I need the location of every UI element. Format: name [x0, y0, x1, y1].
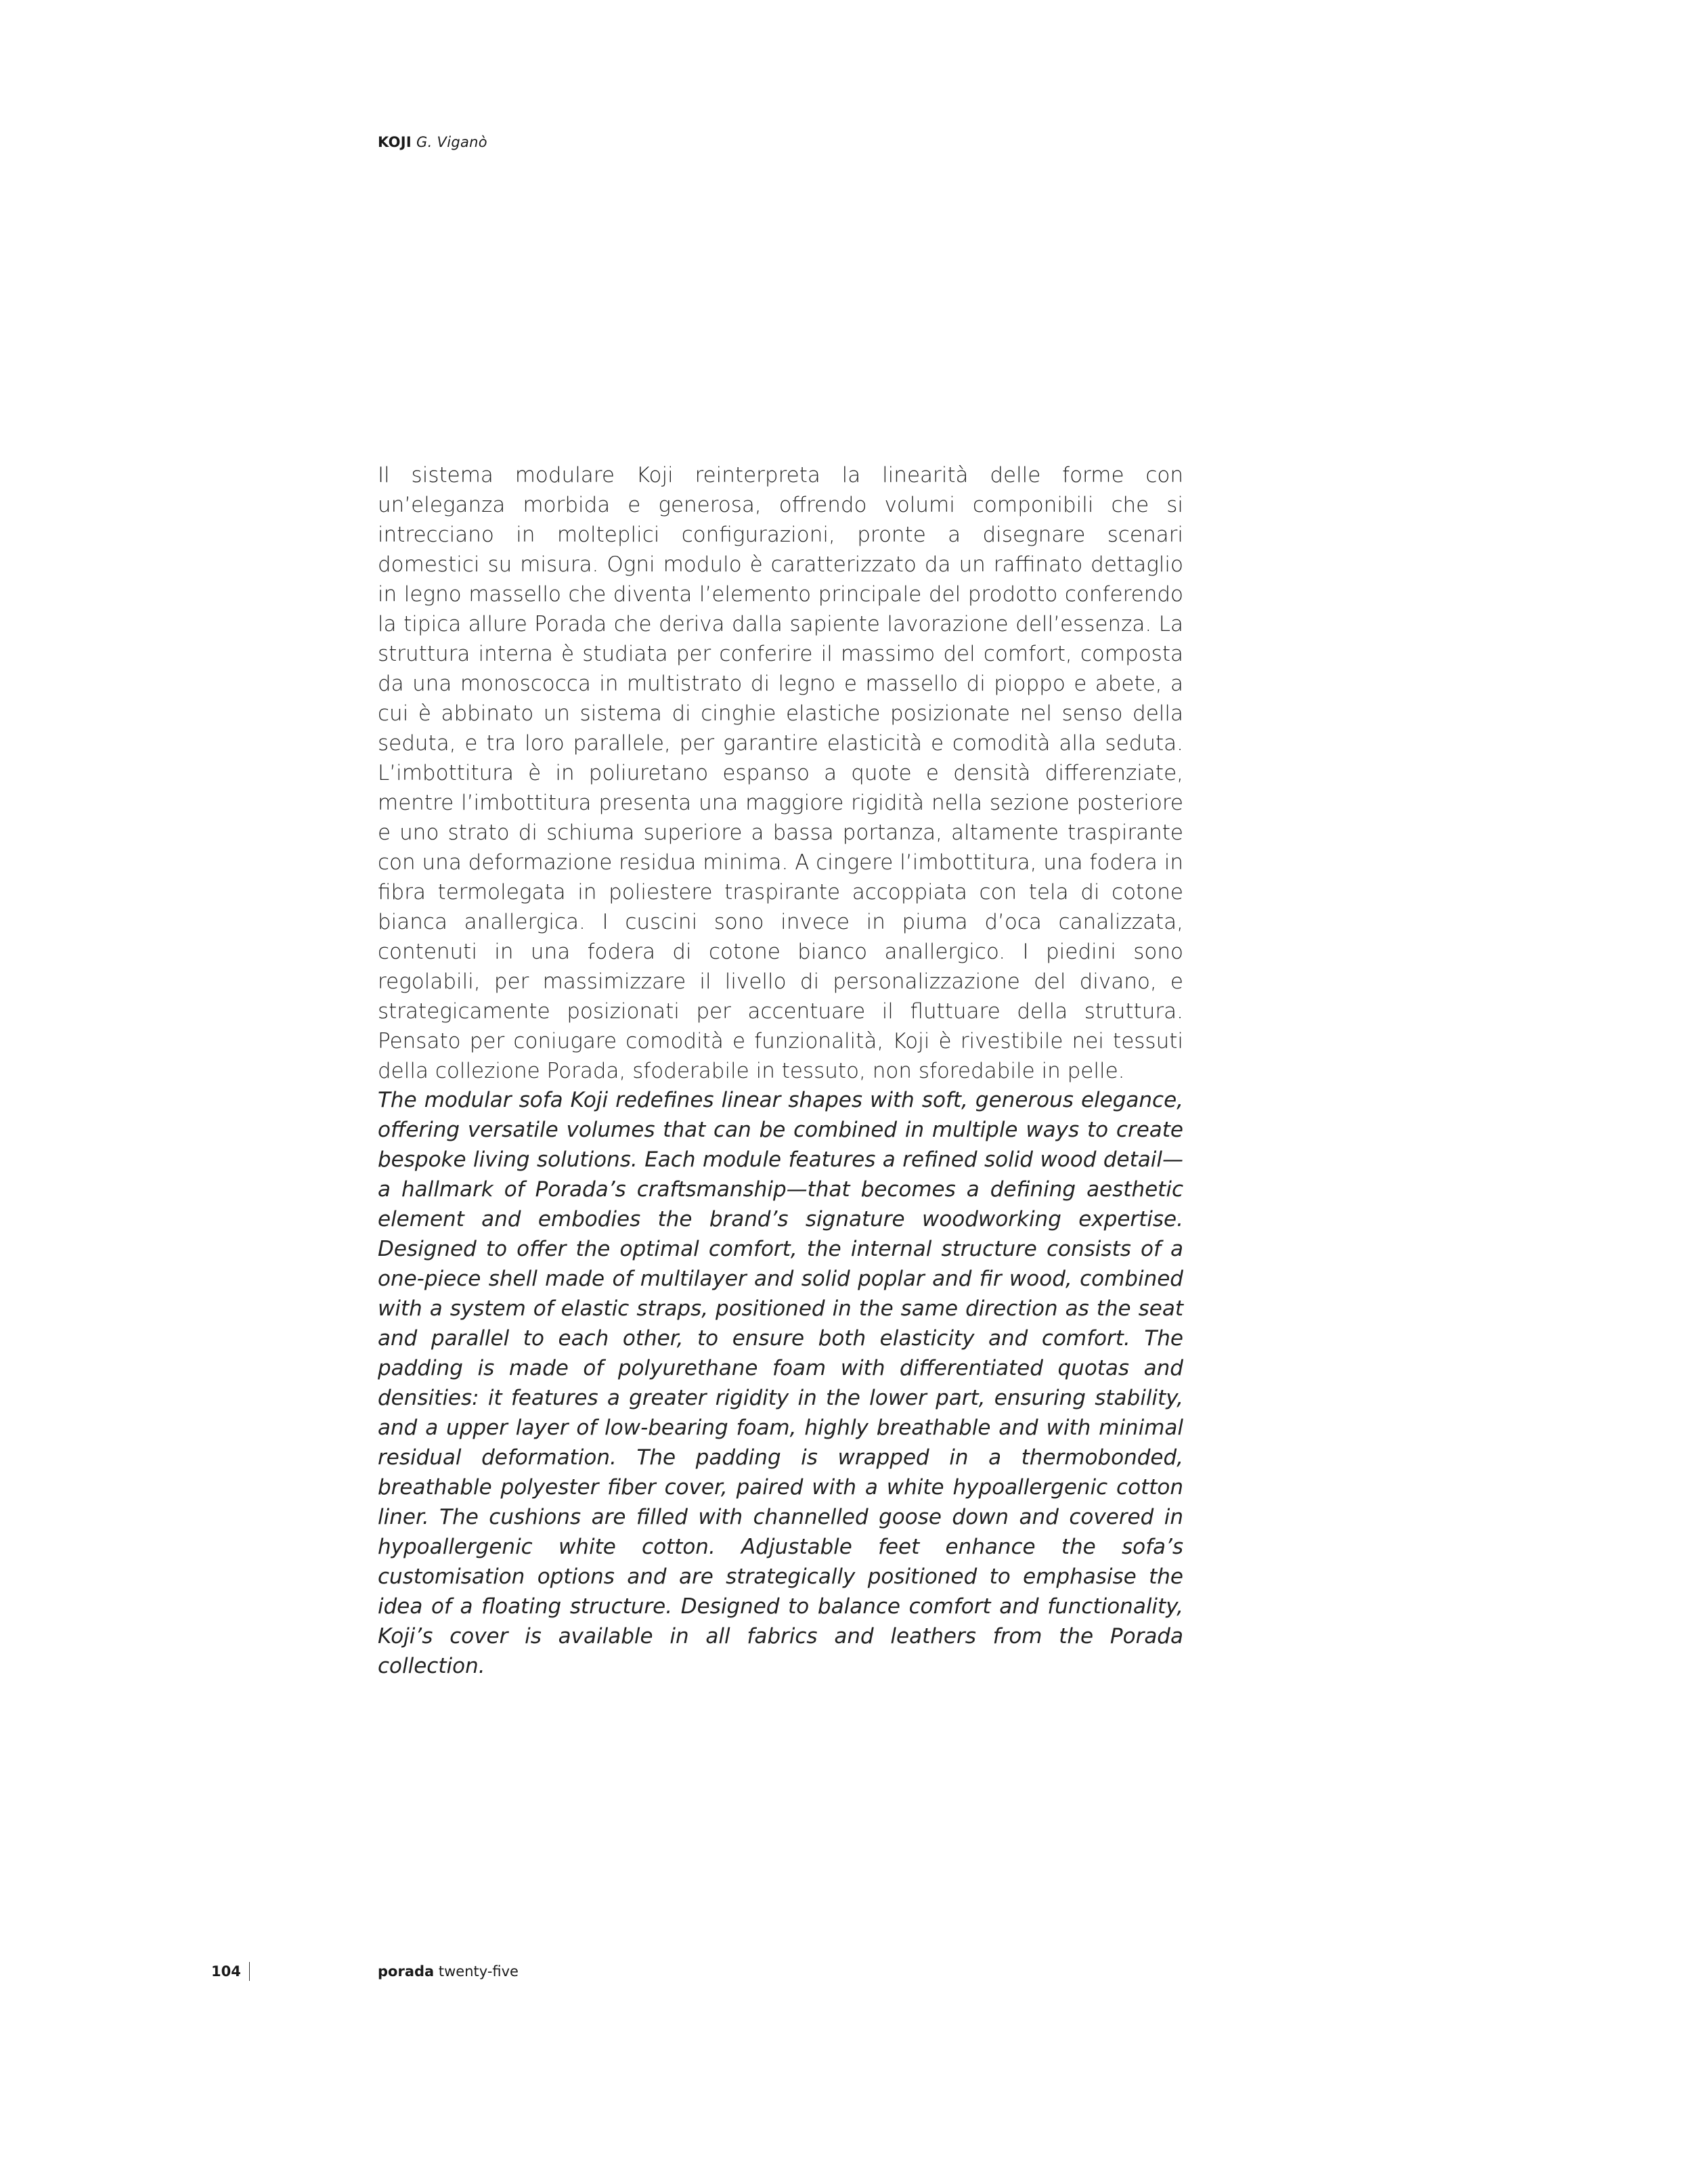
- publication-brand: porada: [378, 1963, 435, 1980]
- running-header: [378, 133, 487, 152]
- footer-divider: [249, 1962, 250, 1981]
- product-name: KOJI: [378, 134, 412, 150]
- page-number: 104: [211, 1963, 241, 1980]
- publication-title: [378, 1962, 519, 1981]
- english-description: The modular sofa Koji redefines linear shapes with soft, generous elegance, offering versatile volumes that can be combined in multiple ways to create bespoke living solutions. Each module features a refined solid wood detail—a hallmark of Porada’s craftsmanship—that becomes a defining aesthetic element and embodies the brand’s signature woodworking expertise. Designed to offer the optimal comfort, the internal structure consists of a one-piece shell made of multilayer and solid poplar and fir wood, combined with a system of elastic straps, positioned in the same direction as the seat and parallel to each other, to ensure both elasticity and comfort. The padding is made of polyurethane foam with differentiated quotas and densities: it features a greater rigidity in the lower part, ensuring stability, and a upper layer of low-bearing foam, highly breathable and with minimal residual deformation. The padding is wrapped in a thermobonded, breathable polyester fiber cover, paired with a white hypoallergenic cotton liner. The cushions are filled with channelled goose down and covered in hypoallergenic white cotton. Adjustable feet enhance the sofa’s customisation options and are strategically positioned to emphasise the idea of a floating structure. Designed to balance comfort and functionality, Koji’s cover is available in all fabrics and leathers from the Porada collection.: [378, 1088, 1183, 1678]
- designer-name: G. Viganò: [416, 134, 487, 150]
- italian-description: Il sistema modulare Koji reinterpreta la linearità delle forme con un’eleganza morbida e generosa, offrendo volumi componibili che si intrecciano in molteplici configurazioni, pronte a disegnare scenari domestici su misura. Ogni modulo è caratterizzato da un raffinato dettaglio in legno massello che diventa l’elemento principale del prodotto conferendo la tipica allure Porada che deriva dalla sapiente lavorazione dell’essenza. La struttura interna è studiata per conferire il massimo del comfort, composta da una monoscocca in multistrato di legno e massello di pioppo e abete, a cui è abbinato un sistema di cinghie elastiche posizionate nel senso della seduta, e tra loro parallele, per garantire elasticità e comodità alla seduta. L’imbottitura è in poliuretano espanso a quote e densità differenziate, mentre l’imbottitura presenta una maggiore rigidità nella sezione posteriore e uno strato di schiuma superiore a bassa portanza, altamente traspirante con una deformazione residua minima. A cingere l’imbottitura, una fodera in fibra termolegata in poliestere traspirante accoppiata con tela di cotone bianca anallergica. I cuscini sono invece in piuma d’oca canalizzata, contenuti in una fodera di cotone bianco anallergico. I piedini sono regolabili, per massimizzare il livello di personalizzazione del divano, e strategicamente posizionati per accentuare il fluttuare della struttura. Pensato per coniugare comodità e funzionalità, Koji è rivestibile nei tessuti della collezione Porada, sfoderabile in tessuto, non sforedabile in pelle.: [378, 463, 1183, 1083]
- publication-edition: twenty-five: [438, 1963, 519, 1980]
